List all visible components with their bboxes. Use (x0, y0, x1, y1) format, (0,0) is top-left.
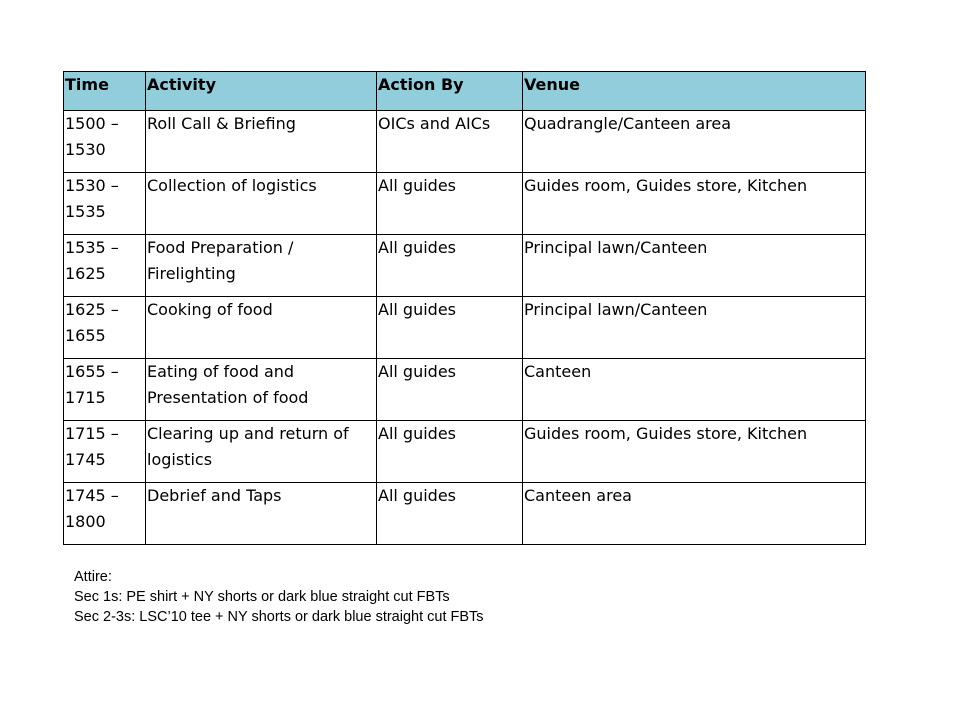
schedule-table (63, 71, 866, 545)
cell-venue: Canteen (523, 359, 866, 421)
cell-time: 1500 – 1530 (64, 111, 146, 173)
cell-venue: Principal lawn/Canteen (523, 297, 866, 359)
cell-activity: Clearing up and return of logistics (146, 421, 377, 483)
cell-action-by: All guides (377, 297, 523, 359)
table-row (64, 359, 866, 421)
cell-activity: Eating of food and Presentation of food (146, 359, 377, 421)
cell-time: 1715 – 1745 (64, 421, 146, 483)
attire-line-sec1: Sec 1s: PE shirt + NY shorts or dark blue straight cut FBTs (74, 589, 450, 605)
header-action-by: Action By (377, 72, 523, 111)
cell-venue: Canteen area (523, 483, 866, 545)
attire-notes (74, 567, 484, 627)
table-row (64, 173, 866, 235)
cell-venue: Guides room, Guides store, Kitchen (523, 173, 866, 235)
cell-action-by: All guides (377, 483, 523, 545)
table-row (64, 421, 866, 483)
cell-action-by: All guides (377, 235, 523, 297)
header-time: Time (64, 72, 146, 111)
cell-venue: Quadrangle/Canteen area (523, 111, 866, 173)
cell-action-by: All guides (377, 421, 523, 483)
header-venue: Venue (523, 72, 866, 111)
table-row (64, 483, 866, 545)
cell-activity: Collection of logistics (146, 173, 377, 235)
cell-time: 1625 – 1655 (64, 297, 146, 359)
table-row (64, 111, 866, 173)
cell-time: 1655 – 1715 (64, 359, 146, 421)
cell-time: 1745 – 1800 (64, 483, 146, 545)
cell-action-by: All guides (377, 359, 523, 421)
cell-activity: Roll Call & Briefing (146, 111, 377, 173)
header-activity: Activity (146, 72, 377, 111)
attire-line-sec2-3: Sec 2-3s: LSC’10 tee + NY shorts or dark blue straight cut FBTs (74, 609, 484, 625)
table-row (64, 297, 866, 359)
cell-venue: Principal lawn/Canteen (523, 235, 866, 297)
cell-time: 1530 – 1535 (64, 173, 146, 235)
cell-activity: Cooking of food (146, 297, 377, 359)
cell-action-by: All guides (377, 173, 523, 235)
cell-action-by: OICs and AICs (377, 111, 523, 173)
cell-time: 1535 – 1625 (64, 235, 146, 297)
cell-activity: Debrief and Taps (146, 483, 377, 545)
cell-activity: Food Preparation / Firelighting (146, 235, 377, 297)
table-header-row (64, 72, 866, 111)
attire-title: Attire: (74, 569, 112, 585)
table-row (64, 235, 866, 297)
cell-venue: Guides room, Guides store, Kitchen (523, 421, 866, 483)
